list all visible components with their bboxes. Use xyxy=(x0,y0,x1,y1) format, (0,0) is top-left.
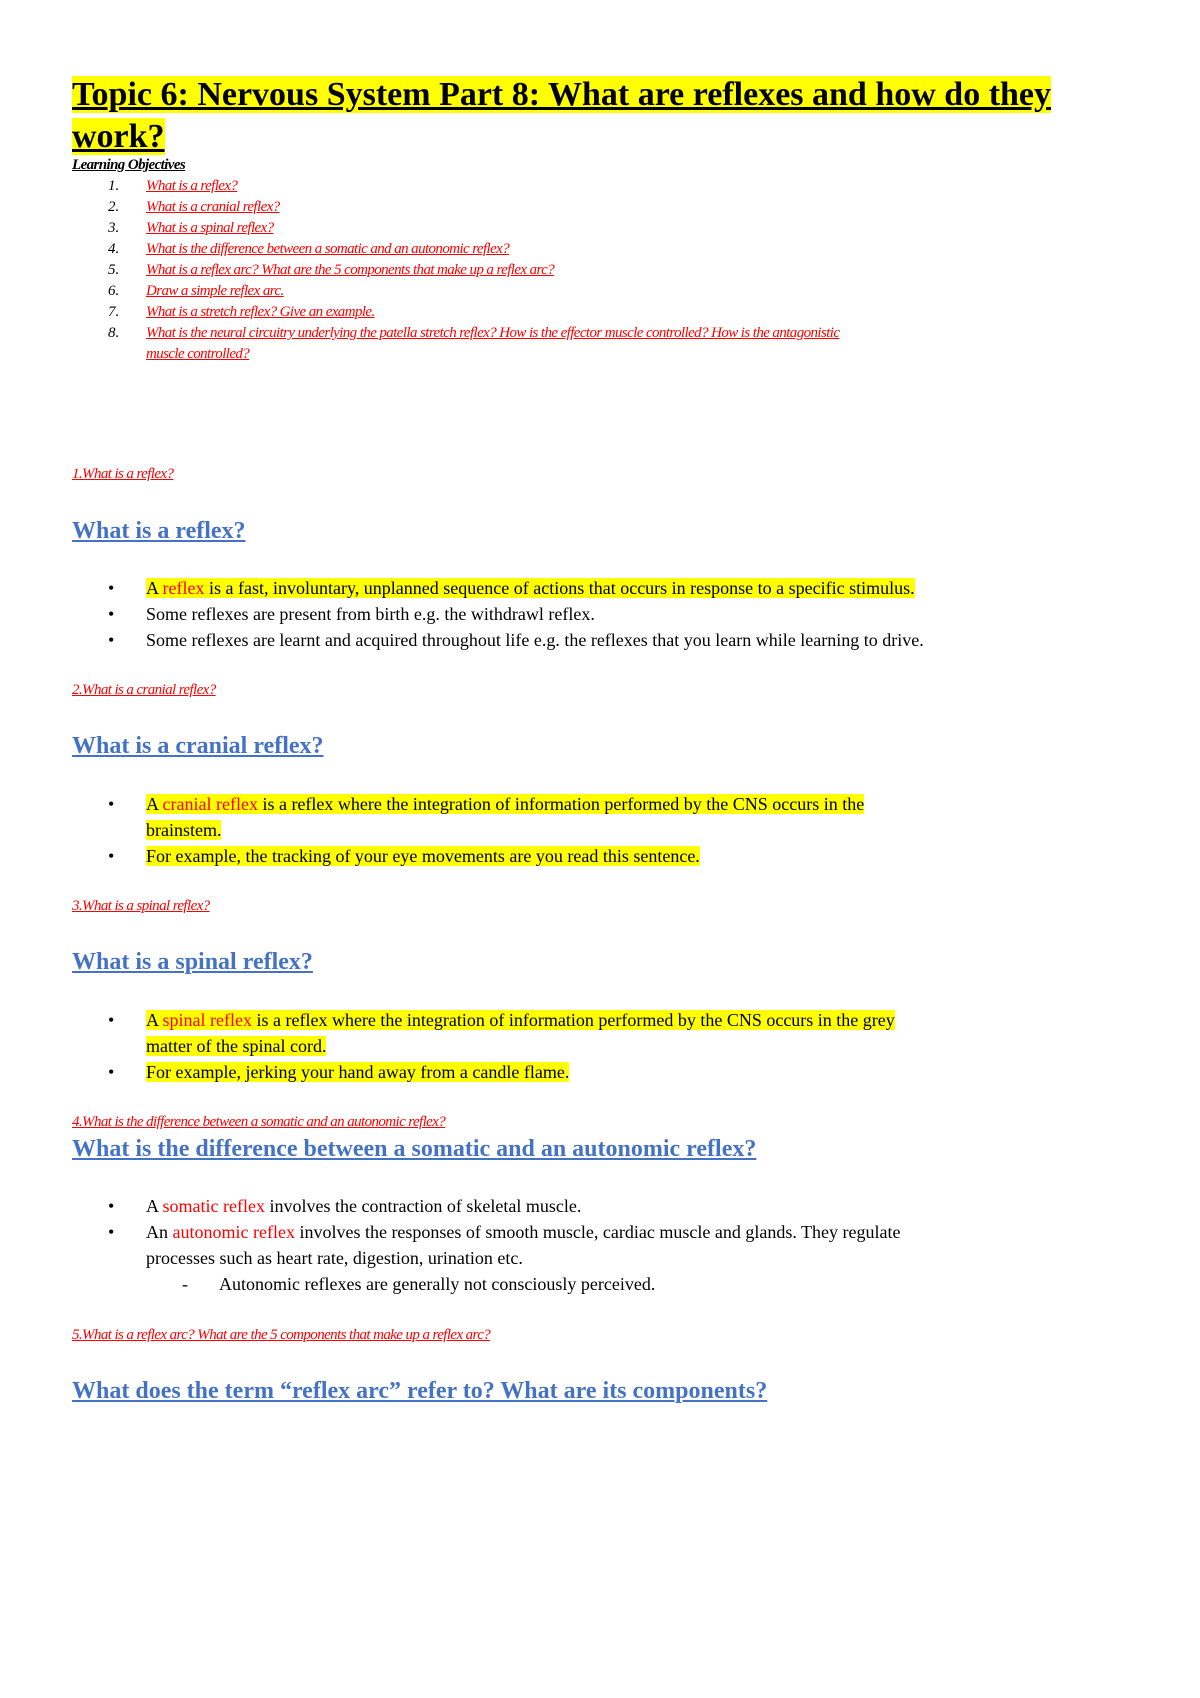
bullet-text xyxy=(146,1062,569,1083)
objective-number: 1. xyxy=(108,178,120,194)
section-label: 1.What is a reflex? xyxy=(72,466,174,482)
objective-link-continuation[interactable]: muscle controlled? xyxy=(146,346,250,362)
objective-number: 2. xyxy=(108,199,120,215)
objective-link[interactable]: What is a spinal reflex? xyxy=(146,220,274,236)
objective-number: 6. xyxy=(108,283,120,299)
highlighted-text: For example, jerking your hand away from a candle flame. xyxy=(146,1062,570,1082)
objective-number: 4. xyxy=(108,241,120,257)
bullet-icon: • xyxy=(108,604,115,624)
text-span: is a reflex where the integration of information performed by the CNS occurs in the grey xyxy=(251,1010,895,1030)
section-heading: What is a spinal reflex? xyxy=(72,949,313,975)
key-term: cranial reflex xyxy=(162,794,258,814)
section-label: 4.What is the difference between a somatic and an autonomic reflex? xyxy=(72,1114,446,1130)
objective-link[interactable]: What is the neural circuitry underlying the patella stretch reflex? How is the effector muscle controlled? How is the antagonistic xyxy=(146,325,840,341)
bullet-icon: • xyxy=(108,1010,115,1030)
bullet-text xyxy=(146,578,915,599)
objective-link[interactable]: Draw a simple reflex arc. xyxy=(146,283,284,299)
bullet-text xyxy=(146,794,864,815)
highlighted-text xyxy=(146,578,915,598)
highlighted-text xyxy=(146,794,864,814)
highlighted-text: brainstem. xyxy=(146,820,222,840)
bullet-icon: • xyxy=(108,578,115,598)
key-term: somatic reflex xyxy=(162,1196,265,1216)
bullet-icon: • xyxy=(108,846,115,866)
objective-number: 5. xyxy=(108,262,120,278)
text-span: involves the responses of smooth muscle, cardiac muscle and glands. They regulate xyxy=(294,1222,901,1242)
bullet-icon: • xyxy=(108,1222,115,1242)
section-label: 2.What is a cranial reflex? xyxy=(72,682,216,698)
text-span: A xyxy=(146,1010,163,1030)
objective-link[interactable]: What is the difference between a somatic and an autonomic reflex? xyxy=(146,241,510,257)
text-span: A xyxy=(146,1196,163,1216)
bullet-text xyxy=(146,846,700,867)
key-term: spinal reflex xyxy=(162,1010,252,1030)
bullet-text-continuation xyxy=(146,820,221,841)
bullet-icon: • xyxy=(108,1062,115,1082)
objective-number: 3. xyxy=(108,220,120,236)
objective-number: 7. xyxy=(108,304,120,320)
bullet-icon: • xyxy=(108,794,115,814)
bullet-text xyxy=(146,1222,900,1243)
section-heading: What is a cranial reflex? xyxy=(72,733,324,759)
highlighted-text xyxy=(146,1010,895,1030)
text-span: An xyxy=(146,1222,173,1242)
bullet-text: Some reflexes are present from birth e.g. the withdrawl reflex. xyxy=(146,604,595,624)
bullet-text xyxy=(146,1010,895,1031)
section-heading: What is a reflex? xyxy=(72,518,246,544)
section-label: 3.What is a spinal reflex? xyxy=(72,898,210,914)
dash-marker: - xyxy=(182,1274,188,1294)
sub-bullet-text: Autonomic reflexes are generally not consciously perceived. xyxy=(219,1274,656,1294)
text-span: is a fast, involuntary, unplanned sequence of actions that occurs in response to a specific stimulus. xyxy=(204,578,915,598)
bullet-text-continuation xyxy=(146,1036,326,1057)
section-label: 5.What is a reflex arc? What are the 5 components that make up a reflex arc? xyxy=(72,1327,491,1343)
section-heading: What is the difference between a somatic and an autonomic reflex? xyxy=(72,1136,757,1162)
objective-link[interactable]: What is a stretch reflex? Give an example. xyxy=(146,304,375,320)
text-span: A xyxy=(146,794,163,814)
bullet-text: Some reflexes are learnt and acquired throughout life e.g. the reflexes that you learn while learning to drive. xyxy=(146,630,924,650)
key-term: reflex xyxy=(162,578,205,598)
highlighted-text: For example, the tracking of your eye movements are you read this sentence. xyxy=(146,846,700,866)
bullet-text xyxy=(146,1196,581,1217)
bullet-icon: • xyxy=(108,630,115,650)
objective-link[interactable]: What is a reflex arc? What are the 5 components that make up a reflex arc? xyxy=(146,262,555,278)
section-heading: What does the term “reflex arc” refer to? What are its components? xyxy=(72,1378,768,1404)
bullet-icon: • xyxy=(108,1196,115,1216)
learning-objectives-heading: Learning Objectives xyxy=(72,157,186,173)
highlighted-text: matter of the spinal cord. xyxy=(146,1036,327,1056)
key-term: autonomic reflex xyxy=(172,1222,295,1242)
bullet-text-continuation: processes such as heart rate, digestion, urination etc. xyxy=(146,1248,523,1268)
objective-link[interactable]: What is a cranial reflex? xyxy=(146,199,280,215)
page-title-text: Topic 6: Nervous System Part 8: What are reflexes and how do they work? xyxy=(72,76,1052,155)
text-span: involves the contraction of skeletal muscle. xyxy=(264,1196,582,1216)
text-span: is a reflex where the integration of information performed by the CNS occurs in the xyxy=(257,794,865,814)
objective-link[interactable]: What is a reflex? xyxy=(146,178,238,194)
text-span: A xyxy=(146,578,163,598)
objective-number: 8. xyxy=(108,325,120,341)
page-title xyxy=(72,74,1142,158)
